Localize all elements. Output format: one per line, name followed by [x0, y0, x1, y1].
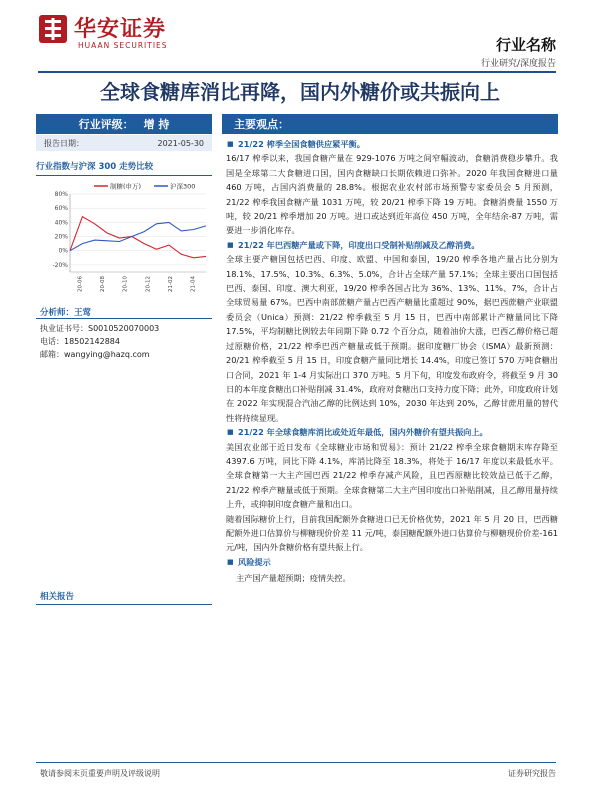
- legend-label-hs300: 沪深300: [170, 182, 196, 191]
- report-title: 全球食糖库消比再降，国内外糖价或共振向上: [100, 80, 500, 104]
- chart-title: 行业指数与沪深 300 走势比较: [36, 160, 212, 176]
- y-tick-label: 60%: [54, 205, 68, 213]
- y-tick-label: 0%: [58, 247, 68, 255]
- footer-report-type: 证券研究报告: [508, 769, 556, 778]
- report-type: 行业研究/深度报告: [480, 59, 556, 69]
- footer-divider: [36, 762, 556, 763]
- point-paragraph-2: 全球主要产糖国包括巴西、印度、欧盟、中国和泰国，19/20 榨季各地产量占比分别为 18.1%、17.5%、10.3%、6.3%、5.0%，合计占全球产量 57.1%；全球主要出口国包括巴西、泰国、印度、澳大利亚，19/20 榨季各国占比为 36%、13%、11%、7%，合计占全球贸易量 67%。巴西中南部蔗糖产量占巴西产糖量比重超过 90%，据巴西蔗糖产业联盟委员会（Unica）预测：21/22 榨季截至 5 月 15 日，巴西中南部累计产糖量同比下降 17.5%，平均制糖比例较去年同期下降 0.72 个百分点，随着油价大涨，巴西乙醇价格已超过原糖价格，21/22 榨季巴西产糖量或低于预期。据印度糖厂协会（ISMA）最新预测：20/21 榨季截至 5 月 15 日，印度食糖产量同比增长 14.4%，印度已签订 570 万吨食糖出口合同，2021 年 1-4 月实际出口 370 万吨。5 月下旬，印度发布政府令，将截至 9 月 30 日的本年度食糖出口补贴削减 31.4%，政府对食糖出口支持力度下降；此外，印度政府计划在 2022 年实现混合汽油乙醇的比例达到 10%，2030 年达到 20%，乙醇甘蔗用量的替代性将持续显现。: [226, 254, 558, 423]
- point-heading-2: ■ 21/22 年巴西糖产量或下降，印度出口受制补贴削减及乙醇消费。: [226, 238, 558, 252]
- x-tick-label: 20-10: [122, 276, 129, 292]
- point-paragraph-3: 美国农业部于近日发布《全球糖业市场和贸易》：预计 21/22 榨季全球食糖期末库存降至 4397.6 万吨，同比下降 4.1%，库消比降至 18.3%，将处于 16/17 年度以来最低水平。全球食糖第一大主产国巴西 21/22 榨季存减产风险，且巴西原糖比较效益已低于乙醇，21/22 榨季产糖量或低于预期。全球食糖第二大主产国印度出口补贴削减，且乙醇用量持续上升，或抑制印度食糖产量和出口。: [226, 441, 558, 510]
- y-tick-label: 80%: [54, 191, 68, 198]
- footer-disclaimer[interactable]: 敬请参阅末页重要声明及评级说明: [40, 769, 160, 778]
- main-points-body: [226, 137, 558, 586]
- x-tick-label: 21-02: [168, 276, 174, 292]
- y-tick-label: -20%: [52, 261, 68, 269]
- point-heading-3: ■ 21/22 年全球食糖库消比或处近年最低，国内外糖价有望共振向上。: [226, 425, 558, 439]
- point-paragraph-1: 16/17 榨季以来，我国食糖产量在 929-1076 万吨之间窄幅波动，食糖消费稳步攀升。我国是全球第二大食糖进口国，国内食糖缺口长期依赖进口弥补。2020 年我国食糖进口量 460 万吨，占国内消费量的 28.8%。根据农业农村部市场预警专家委员会 5 月预测，21/22 榨季我国食糖产量 1031 万吨，较 20/21 榨季下降 19 万吨。食糖消费量 1550 万吨，较 20/21 榨季增加 20 万吨。进口或达到近年高位 450 万吨，全年结余-87 万吨，需要进一步消化库存。: [226, 153, 558, 236]
- point-paragraph-4: 随着国际糖价上行，目前我国配额外食糖进口已无价格优势，2021 年 5 月 20 日，巴西糖配额外进口估算价与柳糖现价价差 11 元/吨，泰国糖配额外进口估算价与柳糖现价价差-161 元/吨，国内外食糖价格有望共振上行。: [226, 513, 558, 553]
- point-heading-1: ■ 21/22 榨季全国食糖供应紧平衡。: [226, 137, 558, 151]
- series-line-sugar: [70, 217, 206, 258]
- logo-text-en: HUAAN SECURITIES: [78, 41, 168, 50]
- related-divider: [36, 604, 212, 605]
- y-tick-label: 40%: [54, 219, 68, 227]
- x-tick-label: 20-08: [100, 276, 106, 292]
- analyst-title: 分析师：王莺: [40, 308, 92, 318]
- x-tick-label: 20-12: [145, 276, 152, 292]
- header-divider: [38, 71, 556, 73]
- main-points-header: 主要观点：: [222, 114, 558, 134]
- analyst-email[interactable]: 邮箱：wangying@hazq.com: [40, 350, 150, 359]
- huaan-logo-icon: [38, 14, 68, 44]
- risk-text: 主产国产量超预期；疫情失控。: [236, 573, 351, 584]
- index-trend-chart: [36, 176, 212, 296]
- analyst-divider: [36, 318, 212, 319]
- industry-name: 行业名称: [495, 36, 556, 54]
- report-date-row: [36, 135, 212, 151]
- analyst-info: [40, 322, 159, 361]
- rating-bar: [36, 114, 212, 134]
- y-tick-label: 20%: [54, 233, 68, 241]
- report-date-label: 报告日期：: [44, 138, 84, 148]
- rating-value: 增 持: [143, 118, 170, 131]
- analyst-phone: 电话：18502142884: [40, 337, 120, 346]
- report-date-value: 2021-05-30: [157, 138, 204, 148]
- related-reports-title: 相关报告: [40, 592, 75, 602]
- analyst-cert: 执业证书号：S0010520070003: [40, 324, 160, 333]
- legend-label-sugar: 制糖(申万): [110, 182, 142, 191]
- risk-heading: ■ 风险提示: [226, 555, 558, 569]
- logo-text: 华安证券: [74, 16, 167, 42]
- x-tick-label: 21-04: [190, 276, 197, 292]
- rating-label: 行业评级：: [78, 118, 134, 131]
- x-tick-label: 20-06: [77, 276, 84, 292]
